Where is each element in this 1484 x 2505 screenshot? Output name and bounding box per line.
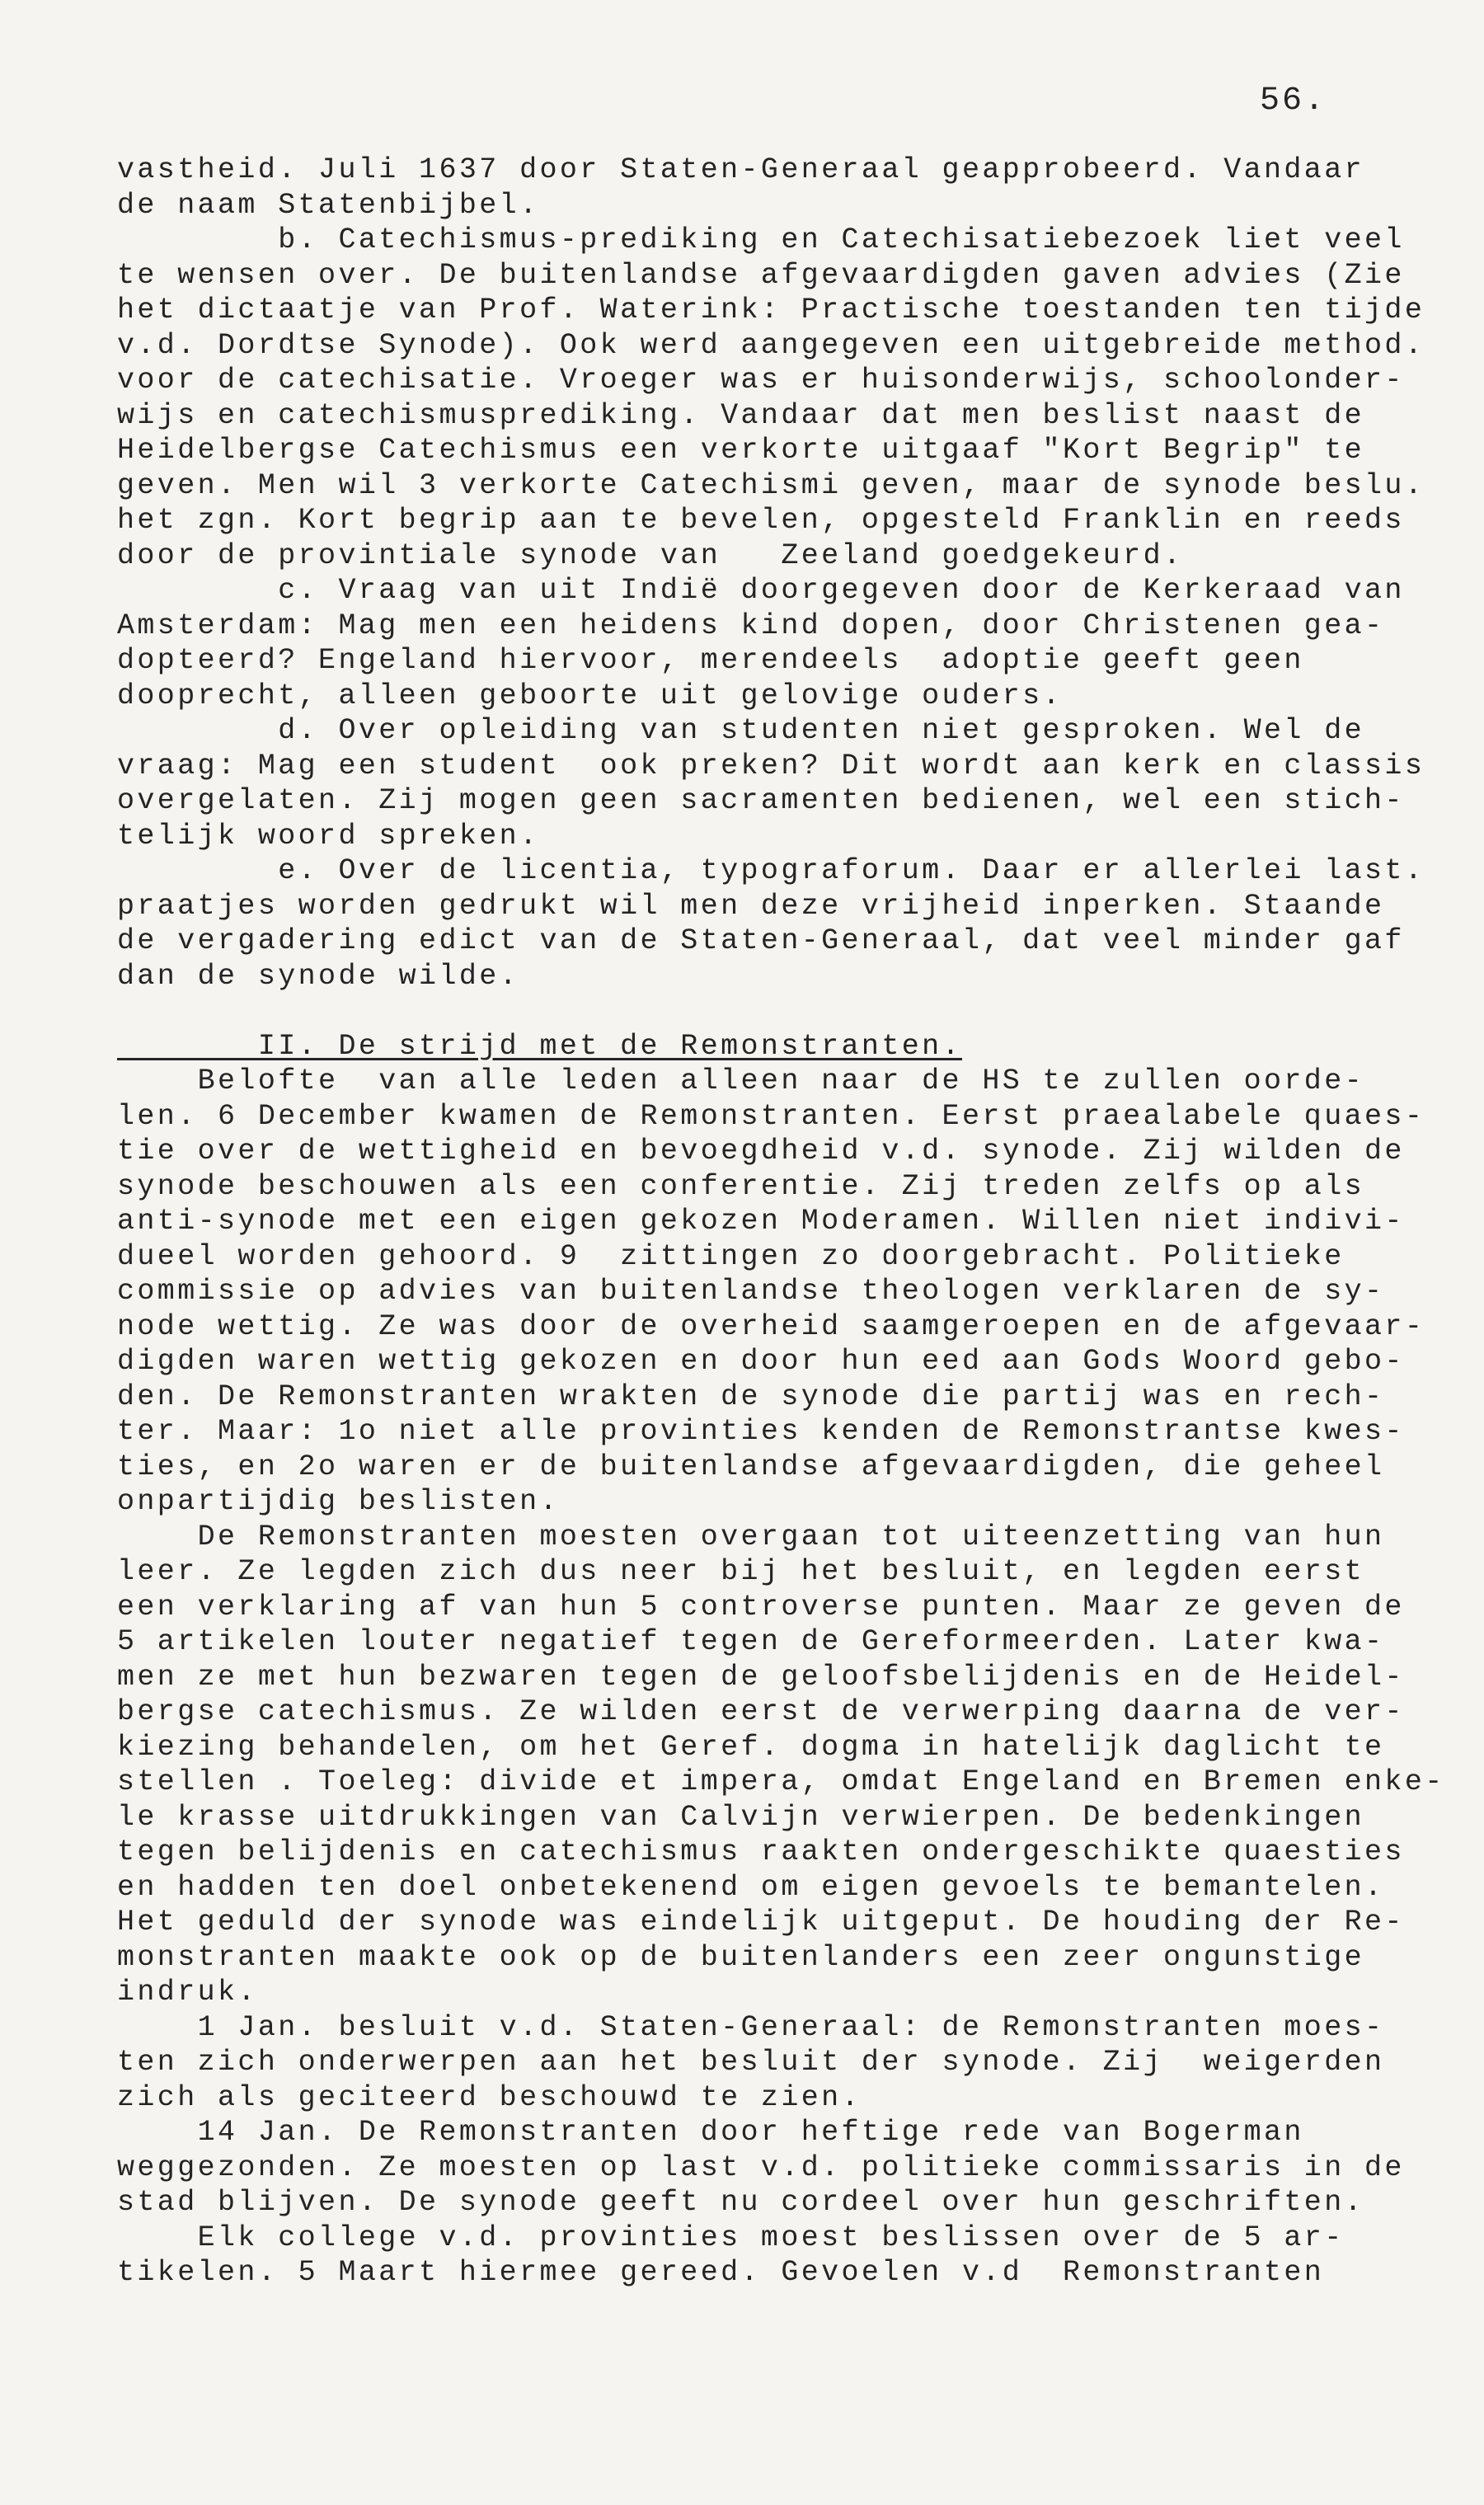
text-line: voor de catechisatie. Vroeger was er huisonderwijs, schoolonder- [117, 364, 1405, 397]
text-line: vraag: Mag een student ook preken? Dit wordt aan kerk en classis [117, 749, 1425, 783]
text-line: onpartijdig beslisten. [117, 1485, 560, 1518]
text-line: weggezonden. Ze moesten op last v.d. politieke commissaris in de [117, 2150, 1405, 2184]
text-line: tegen belijdenis en catechismus raakten ondergeschikte quaesties [117, 1835, 1405, 1868]
text-line: het dictaatje van Prof. Waterink: Practische toestanden ten tijde [117, 294, 1425, 327]
blank-line [117, 994, 1453, 1029]
text-line: door de provintiale synode van Zeeland goedgekeurd. [117, 538, 1184, 572]
text-line: den. De Remonstranten wrakten de synode die partij was en rech- [117, 1379, 1385, 1413]
text-line: synode beschouwen als een conferentie. Zij treden zelfs op als [117, 1169, 1365, 1203]
text-line: te wensen over. De buitenlandse afgevaardigden gaven advies (Zie [117, 258, 1405, 292]
text-line: b. Catechismus-prediking en Catechisatiebezoek liet veel [117, 223, 1405, 256]
text-line: een verklaring af van hun 5 controverse punten. Maar ze geven de [117, 1590, 1405, 1624]
text-line: en hadden ten doel onbetekenend om eigen gevoels te bemantelen. [117, 1870, 1385, 1904]
text-line: ties, en 2o waren er de buitenlandse afgevaardigden, die geheel [117, 1450, 1385, 1483]
text-line: Belofte van alle leden alleen naar de HS te zullen oorde- [117, 1065, 1365, 1097]
text-line: le krasse uitdrukkingen van Calvijn verwierpen. De bedenkingen [117, 1800, 1365, 1834]
text-line: e. Over de licentia, typograforum. Daar er allerlei last. [117, 854, 1425, 887]
text-line: zich als geciteerd beschouwd te zien. [117, 2080, 862, 2114]
text-line: praatjes worden gedrukt wil men deze vrijheid inperken. Staande [117, 889, 1385, 923]
text-line: leer. Ze legden zich dus neer bij het besluit, en legden eerst [117, 1555, 1365, 1588]
text-line: het zgn. Kort begrip aan te bevelen, opgesteld Franklin en reeds [117, 504, 1405, 537]
text-line: Het geduld der synode was eindelijk uitgeput. De houding der Re- [117, 1906, 1405, 1939]
text-line: bergse catechismus. Ze wilden eerst de verwerping daarna de ver- [117, 1695, 1405, 1728]
text-line: len. 6 December kwamen de Remonstranten. Eerst praealabele quaes- [117, 1099, 1425, 1133]
text-line: stad blijven. De synode geeft nu cordeel over hun geschriften. [117, 2186, 1365, 2219]
text-line: dueel worden gehoord. 9 zittingen zo doorgebracht. Politieke [117, 1239, 1345, 1273]
text-line: men ze met hun bezwaren tegen de geloofsbelijdenis en de Heidel- [117, 1660, 1405, 1694]
text-line: wijs en catechismusprediking. Vandaar dat men beslist naast de [117, 398, 1365, 432]
text-line: stellen . Toeleg: divide et impera, omdat Engeland en Bremen enke- [117, 1765, 1445, 1798]
text-line: vastheid. Juli 1637 door Staten-Generaal geapprobeerd. Vandaar [117, 153, 1365, 186]
text-line: de vergadering edict van de Staten-Generaal, dat veel minder gaf [117, 924, 1405, 957]
text-line: v.d. Dordtse Synode). Ook werd aangegeven een uitgebreide method. [117, 328, 1425, 362]
text-line: overgelaten. Zij mogen geen sacramenten bedienen, wel een stich- [117, 784, 1405, 817]
text-line: indruk. [117, 1976, 258, 2009]
text-line: De Remonstranten moesten overgaan tot uiteenzetting van hun [117, 1520, 1385, 1553]
text-line: 14 Jan. De Remonstranten door heftige rede van Bogerman [117, 2116, 1304, 2149]
text-line: tie over de wettigheid en bevoegdheid v.d. synode. Zij wilden de [117, 1135, 1405, 1168]
text-line: 1 Jan. besluit v.d. Staten-Generaal: de Remonstranten moes- [117, 2010, 1385, 2044]
text-line: monstranten maakte ook op de buitenlanders een zeer ongunstige [117, 1940, 1365, 1974]
body-text [117, 153, 1453, 2291]
text-line: de naam Statenbijbel. [117, 188, 540, 222]
text-line: tikelen. 5 Maart hiermee gereed. Gevoelen v.d Remonstranten [117, 2256, 1325, 2289]
text-line: geven. Men wil 3 verkorte Catechismi geven, maar de synode beslu. [117, 468, 1425, 502]
text-line: dooprecht, alleen geboorte uit gelovige ouders. [117, 679, 1063, 712]
text-line: kiezing behandelen, om het Geref. dogma in hatelijk daglicht te [117, 1730, 1385, 1764]
text-line: node wettig. Ze was door de overheid saamgeroepen en de afgevaar- [117, 1309, 1425, 1343]
text-line: telijk woord spreken. [117, 819, 540, 853]
text-line: d. Over opleiding van studenten niet gesproken. Wel de [117, 714, 1365, 747]
text-line: commissie op advies van buitenlandse theologen verklaren de sy- [117, 1275, 1385, 1308]
text-line: Heidelbergse Catechismus een verkorte uitgaaf "Kort Begrip" te [117, 434, 1365, 467]
text-line: Amsterdam: Mag men een heidens kind dopen, door Christenen gea- [117, 609, 1385, 642]
text-line: 5 artikelen louter negatief tegen de Gereformeerden. Later kwa- [117, 1625, 1385, 1658]
text-line: Elk college v.d. provinties moest beslissen over de 5 ar- [117, 2221, 1345, 2254]
text-line: anti-synode met een eigen gekozen Moderamen. Willen niet indivi- [117, 1205, 1405, 1238]
text-line: c. Vraag van uit Indië doorgegeven door de Kerkeraad van [117, 574, 1405, 607]
text-line: ten zich onderwerpen aan het besluit der synode. Zij weigerden [117, 2046, 1385, 2079]
page-number: 56. [1260, 82, 1327, 120]
text-line: dopteerd? Engeland hiervoor, merendeels adoptie geeft geen [117, 644, 1304, 677]
text-line: ter. Maar: 1o niet alle provinties kenden de Remonstrantse kwes- [117, 1415, 1405, 1448]
text-line: digden waren wettig gekozen en door hun eed aan Gods Woord gebo- [117, 1345, 1405, 1378]
text-line: dan de synode wilde. [117, 959, 520, 993]
section-heading: II. De strijd met de Remonstranten. [117, 1029, 962, 1063]
